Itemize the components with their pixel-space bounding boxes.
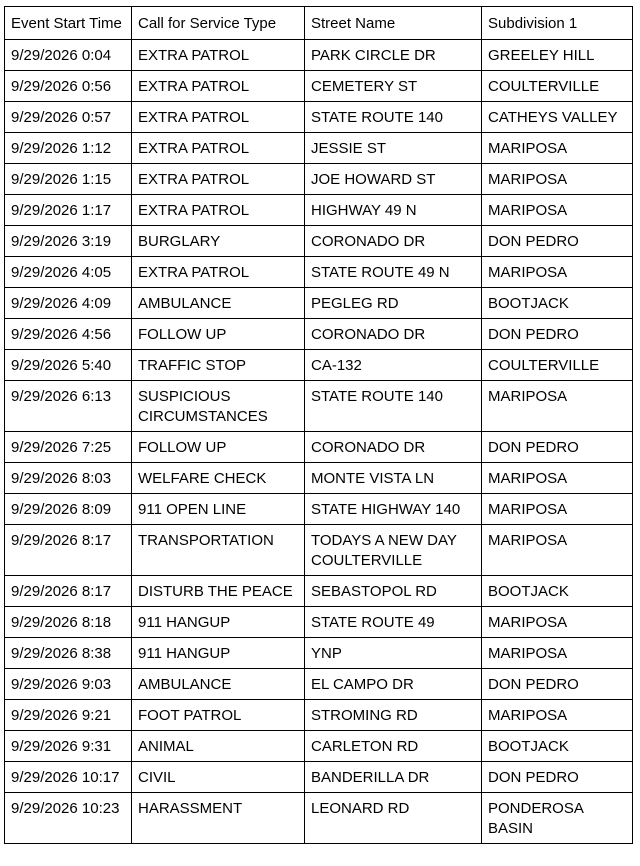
table-body <box>5 40 633 844</box>
subdivision-cell: GREELEY HILL <box>482 40 633 71</box>
event-start-time-cell: 9/29/2026 3:19 <box>5 226 132 257</box>
table-row <box>5 133 633 164</box>
call-type-cell: FOLLOW UP <box>132 319 305 350</box>
table-row <box>5 381 633 432</box>
event-start-time-cell: 9/29/2026 6:13 <box>5 381 132 432</box>
street-name-cell: CORONADO DR <box>305 432 482 463</box>
subdivision-cell: DON PEDRO <box>482 669 633 700</box>
call-type-cell: EXTRA PATROL <box>132 102 305 133</box>
event-start-time-cell: 9/29/2026 1:12 <box>5 133 132 164</box>
table-row <box>5 731 633 762</box>
call-type-cell: EXTRA PATROL <box>132 164 305 195</box>
table-row <box>5 71 633 102</box>
street-name-cell: STATE ROUTE 140 <box>305 102 482 133</box>
event-start-time-cell: 9/29/2026 0:04 <box>5 40 132 71</box>
table-row <box>5 669 633 700</box>
subdivision-cell: MARIPOSA <box>482 700 633 731</box>
call-type-cell: TRAFFIC STOP <box>132 350 305 381</box>
street-name-cell: JOE HOWARD ST <box>305 164 482 195</box>
event-start-time-cell: 9/29/2026 9:31 <box>5 731 132 762</box>
table-row <box>5 226 633 257</box>
subdivision-cell: BOOTJACK <box>482 731 633 762</box>
event-start-time-cell: 9/29/2026 1:15 <box>5 164 132 195</box>
street-name-cell: EL CAMPO DR <box>305 669 482 700</box>
subdivision-cell: MARIPOSA <box>482 638 633 669</box>
table-row <box>5 195 633 226</box>
subdivision-cell: BOOTJACK <box>482 288 633 319</box>
event-start-time-cell: 9/29/2026 10:17 <box>5 762 132 793</box>
table-row <box>5 793 633 844</box>
column-header-subdivision: Subdivision 1 <box>482 7 633 40</box>
event-start-time-cell: 9/29/2026 5:40 <box>5 350 132 381</box>
call-type-cell: 911 HANGUP <box>132 638 305 669</box>
event-start-time-cell: 9/29/2026 10:23 <box>5 793 132 844</box>
subdivision-cell: MARIPOSA <box>482 381 633 432</box>
event-start-time-cell: 9/29/2026 8:17 <box>5 525 132 576</box>
table-row <box>5 607 633 638</box>
street-name-cell: STATE ROUTE 49 N <box>305 257 482 288</box>
event-start-time-cell: 9/29/2026 8:03 <box>5 463 132 494</box>
table-header <box>5 7 633 40</box>
call-type-cell: EXTRA PATROL <box>132 257 305 288</box>
call-type-cell: AMBULANCE <box>132 669 305 700</box>
subdivision-cell: DON PEDRO <box>482 319 633 350</box>
event-start-time-cell: 9/29/2026 4:56 <box>5 319 132 350</box>
event-start-time-cell: 9/29/2026 8:09 <box>5 494 132 525</box>
subdivision-cell: DON PEDRO <box>482 432 633 463</box>
subdivision-cell: MARIPOSA <box>482 164 633 195</box>
subdivision-cell: CATHEYS VALLEY <box>482 102 633 133</box>
street-name-cell: STATE ROUTE 140 <box>305 381 482 432</box>
street-name-cell: CORONADO DR <box>305 319 482 350</box>
street-name-cell: JESSIE ST <box>305 133 482 164</box>
call-log-container <box>4 6 633 844</box>
event-start-time-cell: 9/29/2026 7:25 <box>5 432 132 463</box>
column-header-event-start-time: Event Start Time <box>5 7 132 40</box>
table-row <box>5 463 633 494</box>
street-name-cell: STATE HIGHWAY 140 <box>305 494 482 525</box>
event-start-time-cell: 9/29/2026 1:17 <box>5 195 132 226</box>
subdivision-cell: MARIPOSA <box>482 607 633 638</box>
street-name-cell: CORONADO DR <box>305 226 482 257</box>
street-name-cell: CARLETON RD <box>305 731 482 762</box>
call-type-cell: AMBULANCE <box>132 288 305 319</box>
call-type-cell: FOLLOW UP <box>132 432 305 463</box>
street-name-cell: BANDERILLA DR <box>305 762 482 793</box>
street-name-cell: TODAYS A NEW DAY COULTERVILLE <box>305 525 482 576</box>
street-name-cell: MONTE VISTA LN <box>305 463 482 494</box>
call-type-cell: SUSPICIOUS CIRCUMSTANCES <box>132 381 305 432</box>
call-type-cell: EXTRA PATROL <box>132 195 305 226</box>
column-header-call-type: Call for Service Type <box>132 7 305 40</box>
subdivision-cell: PONDEROSA BASIN <box>482 793 633 844</box>
subdivision-cell: MARIPOSA <box>482 257 633 288</box>
call-type-cell: EXTRA PATROL <box>132 40 305 71</box>
call-type-cell: 911 HANGUP <box>132 607 305 638</box>
event-start-time-cell: 9/29/2026 4:09 <box>5 288 132 319</box>
street-name-cell: LEONARD RD <box>305 793 482 844</box>
call-type-cell: FOOT PATROL <box>132 700 305 731</box>
call-type-cell: HARASSMENT <box>132 793 305 844</box>
street-name-cell: PARK CIRCLE DR <box>305 40 482 71</box>
event-start-time-cell: 9/29/2026 9:03 <box>5 669 132 700</box>
call-type-cell: BURGLARY <box>132 226 305 257</box>
event-start-time-cell: 9/29/2026 8:18 <box>5 607 132 638</box>
header-row <box>5 7 633 40</box>
call-type-cell: 911 OPEN LINE <box>132 494 305 525</box>
event-start-time-cell: 9/29/2026 0:57 <box>5 102 132 133</box>
call-log-table <box>4 6 633 844</box>
event-start-time-cell: 9/29/2026 8:17 <box>5 576 132 607</box>
event-start-time-cell: 9/29/2026 4:05 <box>5 257 132 288</box>
table-row <box>5 288 633 319</box>
subdivision-cell: MARIPOSA <box>482 525 633 576</box>
call-type-cell: DISTURB THE PEACE <box>132 576 305 607</box>
table-row <box>5 350 633 381</box>
subdivision-cell: MARIPOSA <box>482 195 633 226</box>
call-type-cell: CIVIL <box>132 762 305 793</box>
event-start-time-cell: 9/29/2026 0:56 <box>5 71 132 102</box>
table-row <box>5 525 633 576</box>
street-name-cell: SEBASTOPOL RD <box>305 576 482 607</box>
call-type-cell: ANIMAL <box>132 731 305 762</box>
subdivision-cell: MARIPOSA <box>482 133 633 164</box>
call-type-cell: EXTRA PATROL <box>132 133 305 164</box>
call-type-cell: EXTRA PATROL <box>132 71 305 102</box>
street-name-cell: STROMING RD <box>305 700 482 731</box>
subdivision-cell: BOOTJACK <box>482 576 633 607</box>
table-row <box>5 638 633 669</box>
street-name-cell: PEGLEG RD <box>305 288 482 319</box>
subdivision-cell: MARIPOSA <box>482 494 633 525</box>
street-name-cell: YNP <box>305 638 482 669</box>
street-name-cell: STATE ROUTE 49 <box>305 607 482 638</box>
street-name-cell: CEMETERY ST <box>305 71 482 102</box>
table-row <box>5 257 633 288</box>
street-name-cell: HIGHWAY 49 N <box>305 195 482 226</box>
subdivision-cell: MARIPOSA <box>482 463 633 494</box>
table-row <box>5 432 633 463</box>
table-row <box>5 700 633 731</box>
call-type-cell: TRANSPORTATION <box>132 525 305 576</box>
subdivision-cell: COULTERVILLE <box>482 350 633 381</box>
table-row <box>5 164 633 195</box>
table-row <box>5 40 633 71</box>
street-name-cell: CA-132 <box>305 350 482 381</box>
subdivision-cell: DON PEDRO <box>482 762 633 793</box>
event-start-time-cell: 9/29/2026 8:38 <box>5 638 132 669</box>
event-start-time-cell: 9/29/2026 9:21 <box>5 700 132 731</box>
table-row <box>5 102 633 133</box>
table-row <box>5 319 633 350</box>
subdivision-cell: COULTERVILLE <box>482 71 633 102</box>
call-type-cell: WELFARE CHECK <box>132 463 305 494</box>
table-row <box>5 762 633 793</box>
table-row <box>5 576 633 607</box>
column-header-street-name: Street Name <box>305 7 482 40</box>
subdivision-cell: DON PEDRO <box>482 226 633 257</box>
table-row <box>5 494 633 525</box>
